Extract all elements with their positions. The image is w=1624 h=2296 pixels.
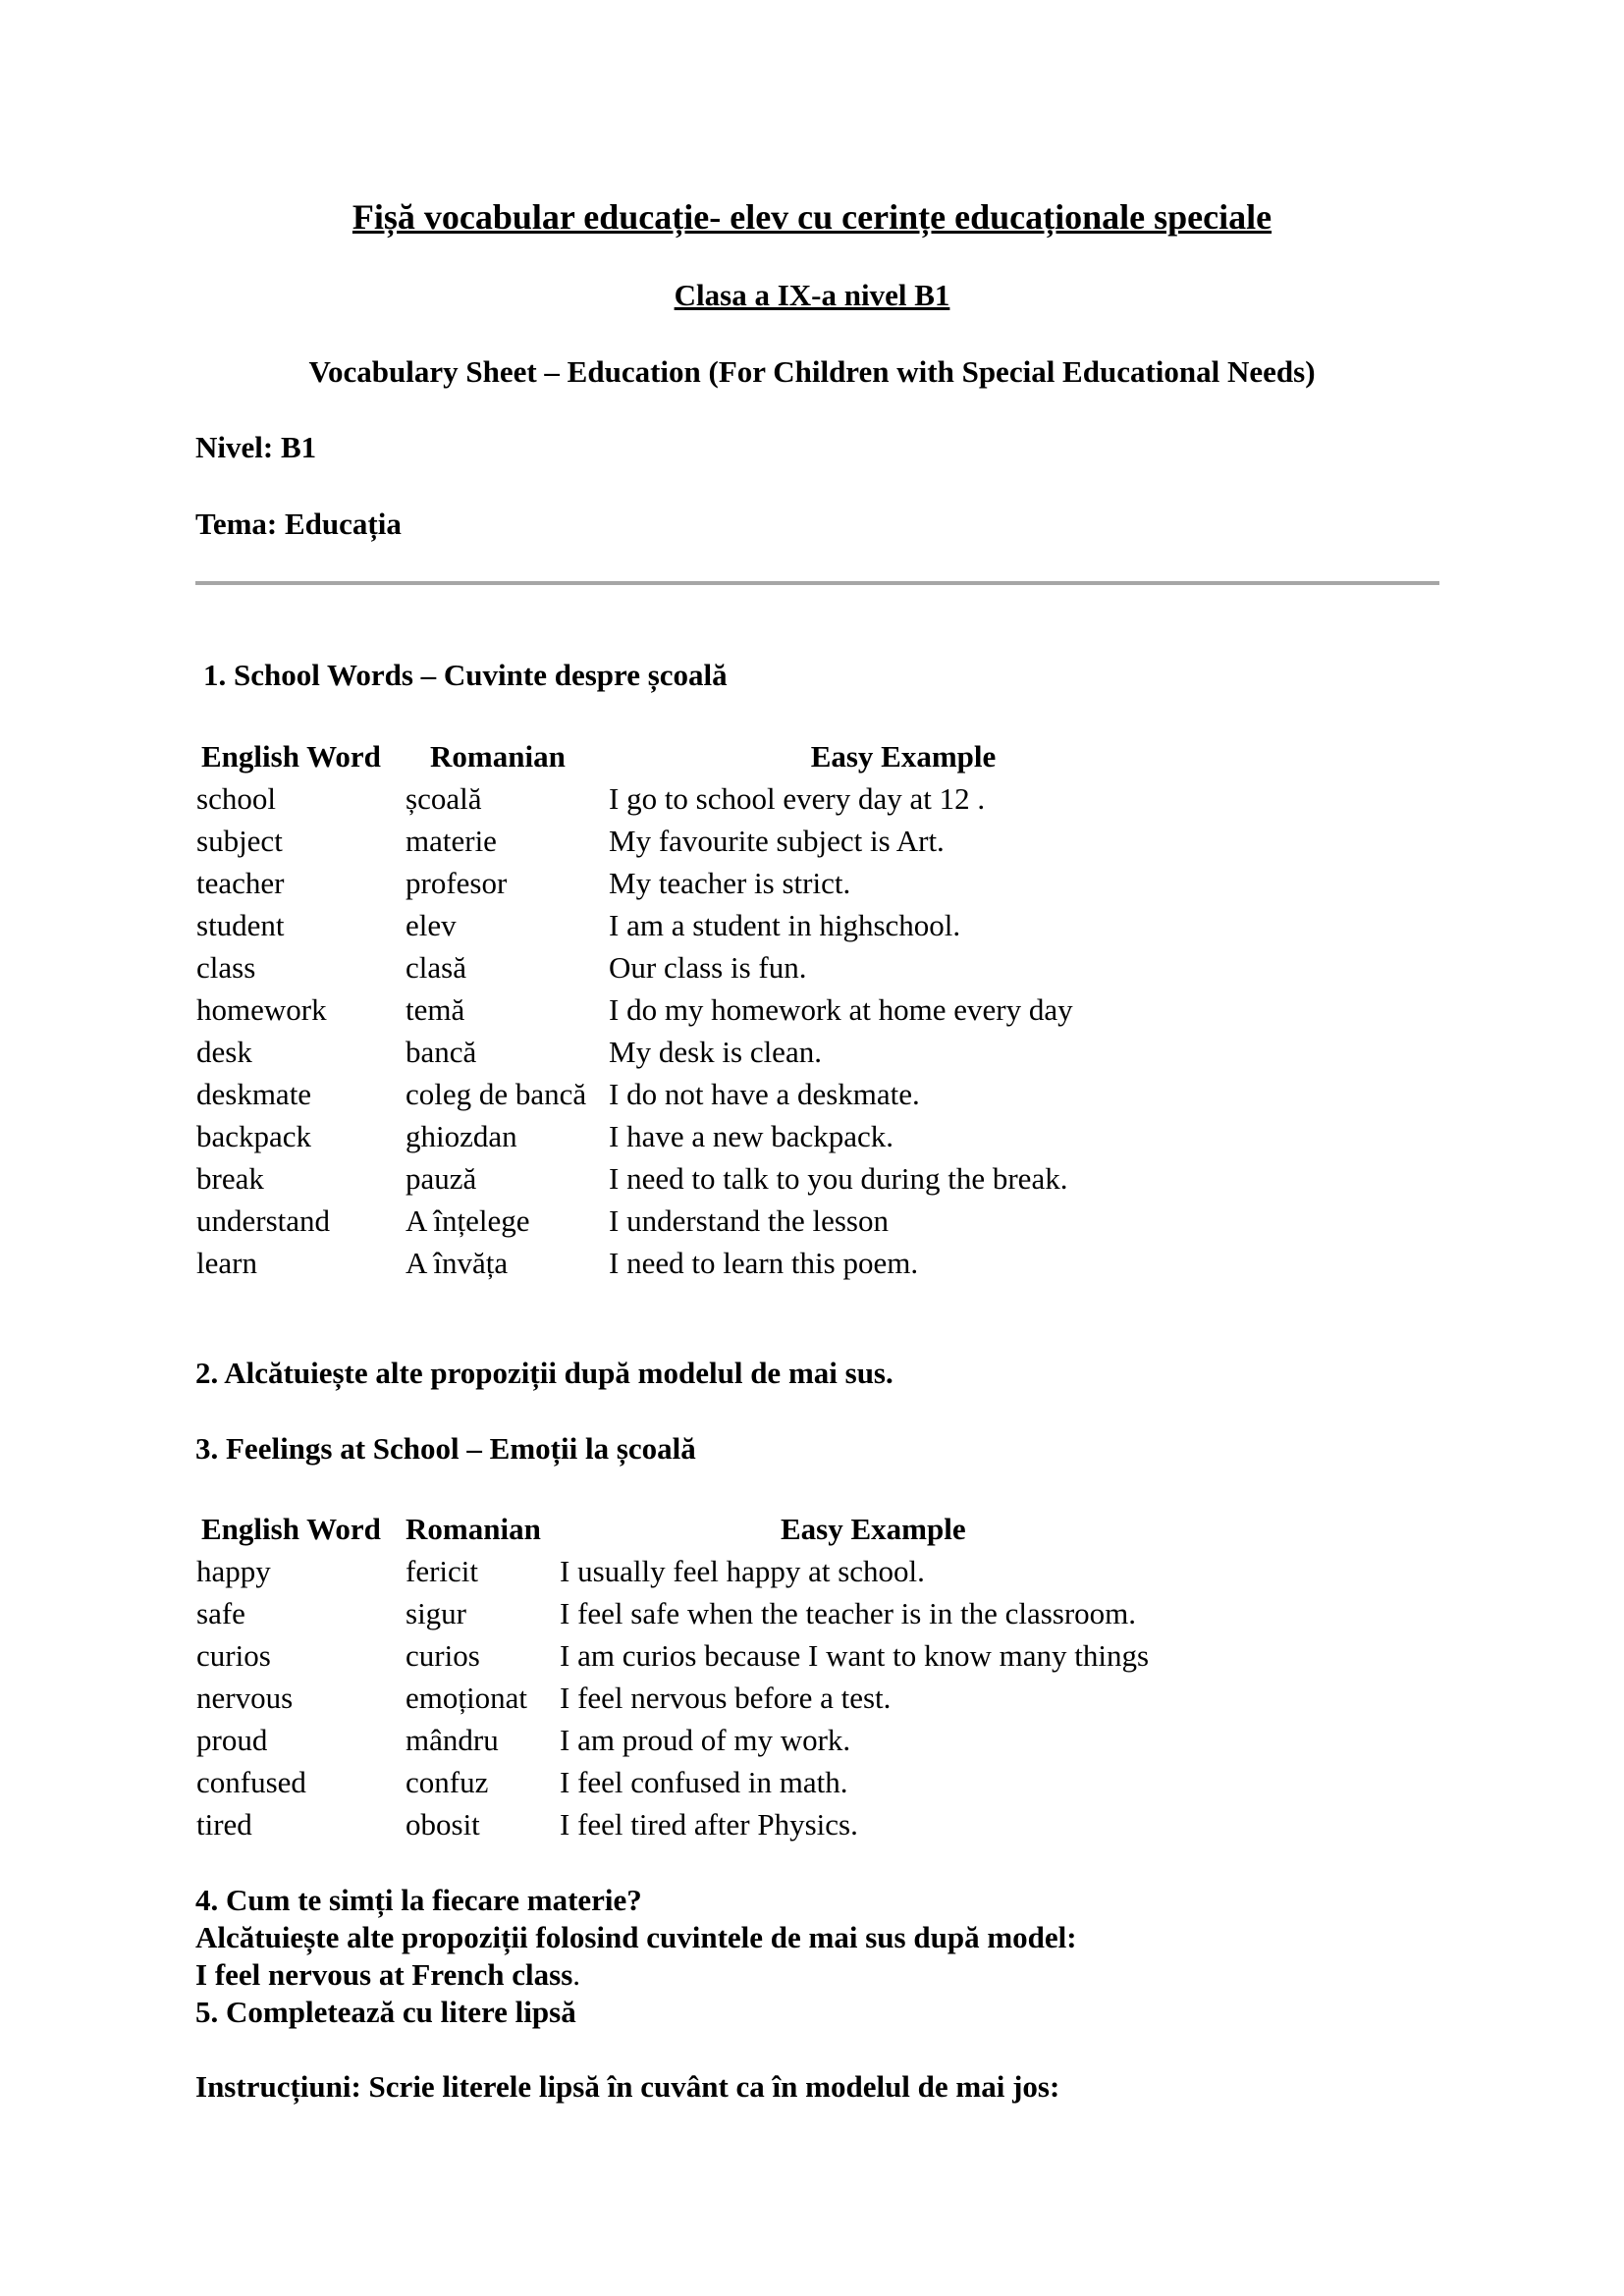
table-row bbox=[196, 1200, 1198, 1242]
romanian-word-cell: clasă bbox=[406, 949, 466, 985]
romanian-word-cell: obosit bbox=[406, 1806, 480, 1842]
romanian-word-cell: mândru bbox=[406, 1722, 499, 1757]
romanian-word-cell: materie bbox=[406, 823, 497, 858]
table-row bbox=[196, 1803, 1247, 1845]
romanian-word-cell: ghiozdan bbox=[406, 1118, 517, 1153]
example-sentence-cell: I am curios because I want to know many things bbox=[560, 1637, 1150, 1673]
example-sentence-cell: I feel confused in math. bbox=[560, 1764, 848, 1799]
table-row bbox=[196, 1550, 1247, 1592]
section-5-instructions: Instrucțiuni: Scrie literele lipsă în cuvânt ca în modelul de mai jos: bbox=[195, 2069, 1060, 2104]
example-sentence-cell: I do my homework at home every day bbox=[609, 991, 1073, 1027]
table-row bbox=[196, 946, 1198, 988]
section-4-block bbox=[195, 1882, 1077, 2031]
example-sentence-cell: Our class is fun. bbox=[609, 949, 807, 985]
english-word-cell: happy bbox=[196, 1553, 271, 1588]
column-header-english: English Word bbox=[201, 1511, 381, 1546]
english-word-cell: school bbox=[196, 780, 276, 816]
example-sentence-cell: My desk is clean. bbox=[609, 1034, 822, 1069]
example-sentence-cell: I do not have a deskmate. bbox=[609, 1076, 920, 1111]
english-word-cell: desk bbox=[196, 1034, 252, 1069]
table-row bbox=[196, 1115, 1198, 1157]
section-4-heading: 4. Cum te simți la fiecare materie? bbox=[195, 1883, 642, 1917]
table-row bbox=[196, 1634, 1247, 1677]
theme-label: Tema: Educația bbox=[195, 507, 402, 541]
english-word-cell: tired bbox=[196, 1806, 252, 1842]
example-sentence-cell: I feel nervous before a test. bbox=[560, 1680, 892, 1715]
english-word-cell: backpack bbox=[196, 1118, 312, 1153]
romanian-word-cell: pauză bbox=[406, 1160, 477, 1196]
table-row bbox=[196, 820, 1198, 862]
example-sentence-cell: I need to talk to you during the break. bbox=[609, 1160, 1068, 1196]
column-header-example: Easy Example bbox=[781, 1511, 966, 1546]
english-word-cell: teacher bbox=[196, 865, 285, 900]
table-header-row bbox=[196, 735, 1198, 777]
romanian-word-cell: școală bbox=[406, 780, 482, 816]
example-sentence-cell: I am a student in highschool. bbox=[609, 907, 961, 942]
english-word-cell: proud bbox=[196, 1722, 268, 1757]
example-sentence-cell: I understand the lesson bbox=[609, 1202, 889, 1238]
table-row bbox=[196, 1073, 1198, 1115]
romanian-word-cell: bancă bbox=[406, 1034, 477, 1069]
level-label: Nivel: B1 bbox=[195, 430, 317, 464]
romanian-word-cell: profesor bbox=[406, 865, 508, 900]
example-sentence-cell: I usually feel happy at school. bbox=[560, 1553, 925, 1588]
table-row bbox=[196, 1677, 1247, 1719]
document-title: Fișă vocabular educație- elev cu cerințe educaționale speciale bbox=[352, 197, 1272, 237]
romanian-word-cell: curios bbox=[406, 1637, 480, 1673]
example-sentence-cell: My favourite subject is Art. bbox=[609, 823, 945, 858]
romanian-word-cell: coleg de bancă bbox=[406, 1076, 587, 1111]
english-word-cell: deskmate bbox=[196, 1076, 312, 1111]
feelings-table bbox=[196, 1508, 1247, 1845]
english-word-cell: confused bbox=[196, 1764, 306, 1799]
romanian-word-cell: temă bbox=[406, 991, 465, 1027]
table-row bbox=[196, 904, 1198, 946]
english-word-cell: nervous bbox=[196, 1680, 294, 1715]
example-period: . bbox=[572, 1957, 581, 1992]
english-word-cell: curios bbox=[196, 1637, 271, 1673]
romanian-word-cell: A învăța bbox=[406, 1245, 509, 1280]
romanian-word-cell: elev bbox=[406, 907, 457, 942]
romanian-word-cell: A înțelege bbox=[406, 1202, 530, 1238]
column-header-romanian: Romanian bbox=[430, 738, 566, 774]
column-header-example: Easy Example bbox=[810, 738, 997, 774]
table-row bbox=[196, 1031, 1198, 1073]
english-word-cell: break bbox=[196, 1160, 264, 1196]
section-4-instruction: Alcătuiește alte propoziții folosind cuvintele de mai sus după model: bbox=[195, 1920, 1077, 1954]
example-sentence-cell: I feel tired after Physics. bbox=[560, 1806, 858, 1842]
english-word-cell: class bbox=[196, 949, 256, 985]
romanian-word-cell: emoționat bbox=[406, 1680, 527, 1715]
table-row bbox=[196, 1242, 1198, 1284]
school-words-table bbox=[196, 735, 1198, 1284]
english-word-cell: subject bbox=[196, 823, 283, 858]
english-word-cell: homework bbox=[196, 991, 327, 1027]
section-3-heading: 3. Feelings at School – Emoții la școală bbox=[195, 1431, 696, 1466]
vocabulary-sheet-heading: Vocabulary Sheet – Education (For Children with Special Educational Needs) bbox=[308, 354, 1316, 389]
table-row bbox=[196, 988, 1198, 1031]
example-sentence-cell: I go to school every day at 12 . bbox=[609, 780, 986, 816]
column-header-romanian: Romanian bbox=[406, 1511, 541, 1546]
table-row bbox=[196, 1592, 1247, 1634]
table-row bbox=[196, 777, 1198, 820]
example-sentence-cell: I am proud of my work. bbox=[560, 1722, 851, 1757]
example-sentence: I feel nervous at French class bbox=[195, 1957, 573, 1992]
table-header-row bbox=[196, 1508, 1247, 1550]
romanian-word-cell: fericit bbox=[406, 1553, 479, 1588]
section-2-heading: 2. Alcătuiește alte propoziții după modelul de mai sus. bbox=[195, 1356, 893, 1390]
english-word-cell: safe bbox=[196, 1595, 245, 1630]
section-1-heading: 1. School Words – Cuvinte despre școală bbox=[203, 658, 728, 692]
example-sentence-cell: I feel safe when the teacher is in the classroom. bbox=[560, 1595, 1137, 1630]
english-word-cell: learn bbox=[196, 1245, 257, 1280]
section-4-example bbox=[195, 1956, 1077, 1994]
romanian-word-cell: sigur bbox=[406, 1595, 466, 1630]
table-row bbox=[196, 862, 1198, 904]
table-row bbox=[196, 1719, 1247, 1761]
table-row bbox=[196, 1157, 1198, 1200]
column-header-english: English Word bbox=[201, 738, 381, 774]
section-5-heading: 5. Completează cu litere lipsă bbox=[195, 1995, 576, 2029]
horizontal-divider bbox=[195, 581, 1439, 585]
table-row bbox=[196, 1761, 1247, 1803]
example-sentence-cell: I have a new backpack. bbox=[609, 1118, 894, 1153]
english-word-cell: understand bbox=[196, 1202, 331, 1238]
class-level-subtitle: Clasa a IX-a nivel B1 bbox=[674, 278, 950, 312]
romanian-word-cell: confuz bbox=[406, 1764, 489, 1799]
english-word-cell: student bbox=[196, 907, 285, 942]
example-sentence-cell: I need to learn this poem. bbox=[609, 1245, 919, 1280]
example-sentence-cell: My teacher is strict. bbox=[609, 865, 851, 900]
